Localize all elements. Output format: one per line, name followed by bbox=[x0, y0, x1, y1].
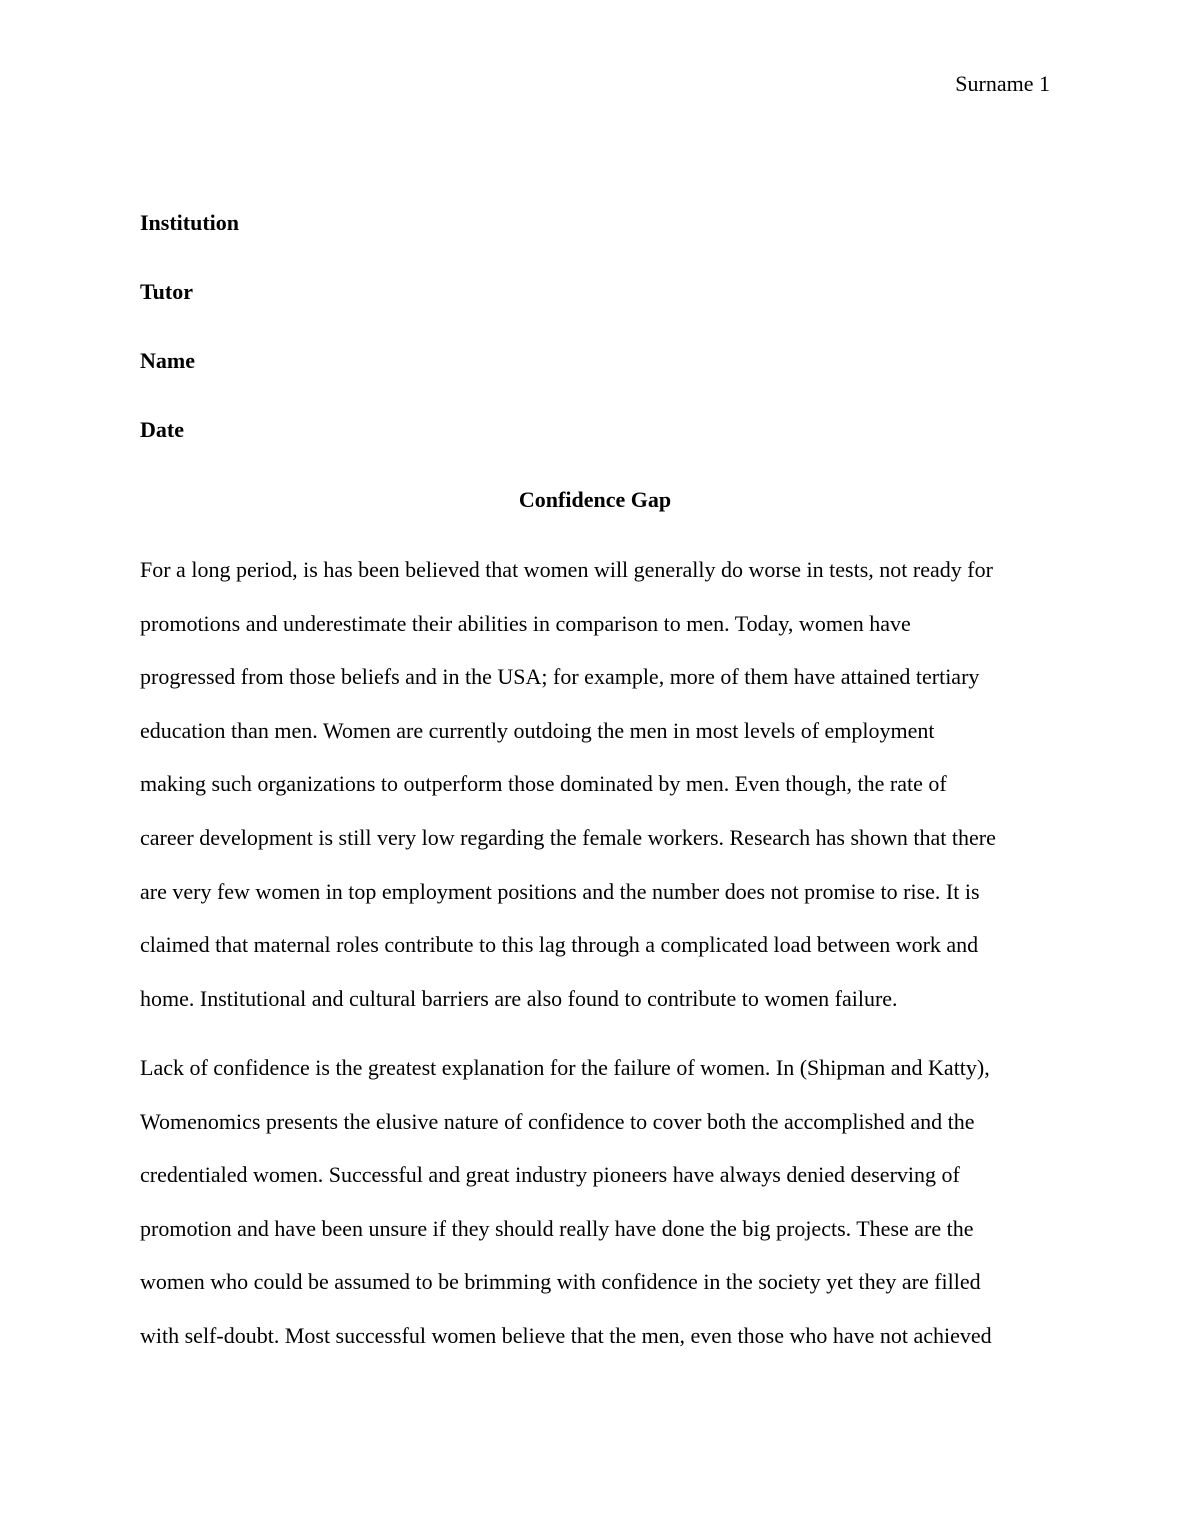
paragraph-line: credentialed women. Successful and great industry pioneers have always denied deserving of bbox=[140, 1162, 960, 1188]
paragraph-line: education than men. Women are currently outdoing the men in most levels of employment bbox=[140, 717, 935, 743]
paragraph-line: Lack of confidence is the greatest explanation for the failure of women. In (Shipman and Katty), bbox=[140, 1055, 990, 1080]
paragraph-1 bbox=[140, 543, 1060, 1025]
name-line: Name bbox=[140, 348, 195, 373]
paragraph-line: with self-doubt. Most successful women believe that the men, even those who have not achieved bbox=[140, 1322, 992, 1348]
institution-line: Institution bbox=[140, 210, 240, 235]
paragraph-line: progressed from those beliefs and in the USA; for example, more of them have attained tertiary bbox=[140, 664, 980, 690]
paragraph-line: promotion and have been unsure if they should really have done the big projects. These are the bbox=[140, 1215, 974, 1241]
paragraph-line: For a long period, is has been believed that women will generally do worse in tests, not ready for bbox=[140, 557, 993, 582]
tutor-line: Tutor bbox=[140, 279, 193, 304]
paragraph-line: home. Institutional and cultural barriers are also found to contribute to women failure. bbox=[140, 985, 898, 1011]
date-line: Date bbox=[140, 417, 184, 442]
paragraph-line: promotions and underestimate their abilities in comparison to men. Today, women have bbox=[140, 610, 911, 636]
document-title: Confidence Gap bbox=[518, 487, 672, 512]
paragraph-2 bbox=[140, 1041, 1060, 1363]
paragraph-line: women who could be assumed to be brimming with confidence in the society yet they are filled bbox=[140, 1269, 981, 1295]
running-head: Surname 1 bbox=[955, 71, 1050, 96]
paragraph-line: career development is still very low regarding the female workers. Research has shown that there bbox=[140, 824, 996, 850]
paragraph-line: Womenomics presents the elusive nature of confidence to cover both the accomplished and the bbox=[140, 1108, 975, 1134]
paragraph-line: claimed that maternal roles contribute to this lag through a complicated load between work and bbox=[140, 932, 979, 958]
paragraph-line: are very few women in top employment positions and the number does not promise to rise. It is bbox=[140, 878, 980, 904]
paragraph-line: making such organizations to outperform those dominated by men. Even though, the rate of bbox=[140, 771, 947, 797]
